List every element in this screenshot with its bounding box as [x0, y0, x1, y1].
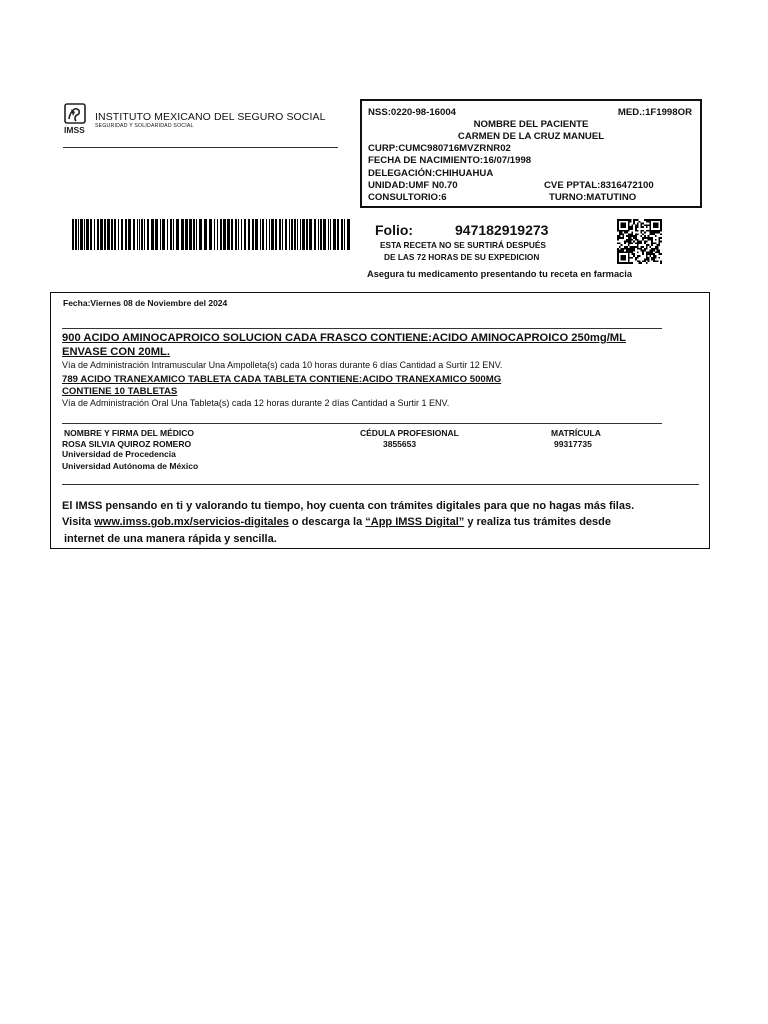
doctor-name-label: NOMBRE Y FIRMA DEL MÉDICO	[64, 428, 195, 438]
consultorio: CONSULTORIO:6	[368, 192, 447, 203]
medication-2-presentation: CONTIENE 10 TABLETAS	[62, 386, 178, 397]
folio-value: 947182919273	[455, 222, 549, 238]
expiry-warning-line1: ESTA RECETA NO SE SURTIRÁ DESPUÉS	[380, 240, 546, 250]
university-label: Universidad de Procedencia	[62, 449, 176, 459]
institution-name: INSTITUTO MEXICANO DEL SEGURO SOCIAL	[95, 111, 326, 123]
curp: CURP:CUMC980716MVZRNR02	[368, 143, 511, 154]
download-text: o descarga la	[288, 516, 366, 528]
visit-text: Visita	[62, 516, 95, 528]
digital-services-link[interactable]: www.imss.gob.mx/servicios-digitales	[94, 516, 289, 528]
expiry-warning-line2: DE LAS 72 HORAS DE SU EXPEDICION	[384, 252, 540, 262]
medication-1-description: 900 ACIDO AMINOCAPROICO SOLUCION CADA FRASCO CONTIENE:ACIDO AMINOCAPROICO 250mg/ML	[62, 332, 626, 344]
procedures-text: y realiza tus trámites desde	[464, 516, 611, 528]
doctor-name: ROSA SILVIA QUIROZ ROMERO	[62, 439, 192, 449]
imss-logo-icon	[63, 103, 89, 135]
med-code: MED.:1F1998OR	[617, 107, 692, 118]
nss: NSS:0220-98-16004	[368, 107, 457, 118]
birth-date: FECHA DE NACIMIENTO:16/07/1998	[368, 155, 532, 166]
matricula-label: MATRÍCULA	[551, 428, 601, 438]
logo-text: IMSS	[64, 125, 85, 135]
signature-top-rule	[62, 423, 662, 424]
digital-services-message-line2	[62, 516, 611, 528]
pharmacy-notice: Asegura tu medicamento presentando tu receta en farmacia	[367, 269, 633, 279]
medication-2-instructions: Vía de Administración Oral Una Tableta(s) cada 12 horas durante 2 días Cantidad a Surtir 1 ENV.	[62, 398, 450, 408]
cve-pptal: CVE PPTAL:8316472100	[544, 180, 654, 191]
license-number: 3855653	[383, 439, 417, 449]
medication-1-presentation: ENVASE CON 20ML.	[62, 346, 170, 358]
patient-name-label: NOMBRE DEL PACIENTE	[473, 119, 589, 130]
patient-name: CARMEN DE LA CRUZ MANUEL	[457, 131, 605, 142]
turno: TURNO:MATUTINO	[549, 192, 637, 203]
qr-code	[617, 219, 662, 264]
footer-rule	[62, 484, 699, 485]
institution-subtitle: SEGURIDAD Y SOLIDARIDAD SOCIAL	[95, 123, 194, 129]
patient-info-box	[360, 99, 702, 208]
header-divider	[63, 147, 338, 148]
digital-services-message-line3: internet de una manera rápida y sencilla.	[64, 533, 277, 545]
medications-top-rule	[62, 328, 662, 329]
matricula-number: 99317735	[554, 439, 592, 449]
medication-1-instructions: Vía de Administración Intramuscular Una Ampolleta(s) cada 10 horas durante 6 días Cantidad a Surtir 12 ENV.	[62, 360, 503, 370]
university-name: Universidad Autónoma de México	[62, 461, 199, 471]
barcode	[72, 219, 350, 250]
medication-2-description: 789 ACIDO TRANEXAMICO TABLETA CADA TABLETA CONTIENE:ACIDO TRANEXAMICO 500MG	[62, 374, 502, 385]
license-label: CÉDULA PROFESIONAL	[360, 428, 459, 438]
app-name: “App IMSS Digital”	[365, 516, 465, 528]
prescription-date: Fecha:Viernes 08 de Noviembre del 2024	[63, 298, 228, 308]
unit: UNIDAD:UMF N0.70	[368, 180, 458, 191]
delegation: DELEGACIÓN:CHIHUAHUA	[368, 168, 494, 179]
digital-services-message-line1: El IMSS pensando en ti y valorando tu tiempo, hoy cuenta con trámites digitales para que no hagas más filas.	[62, 500, 635, 512]
folio-label: Folio:	[375, 222, 414, 238]
